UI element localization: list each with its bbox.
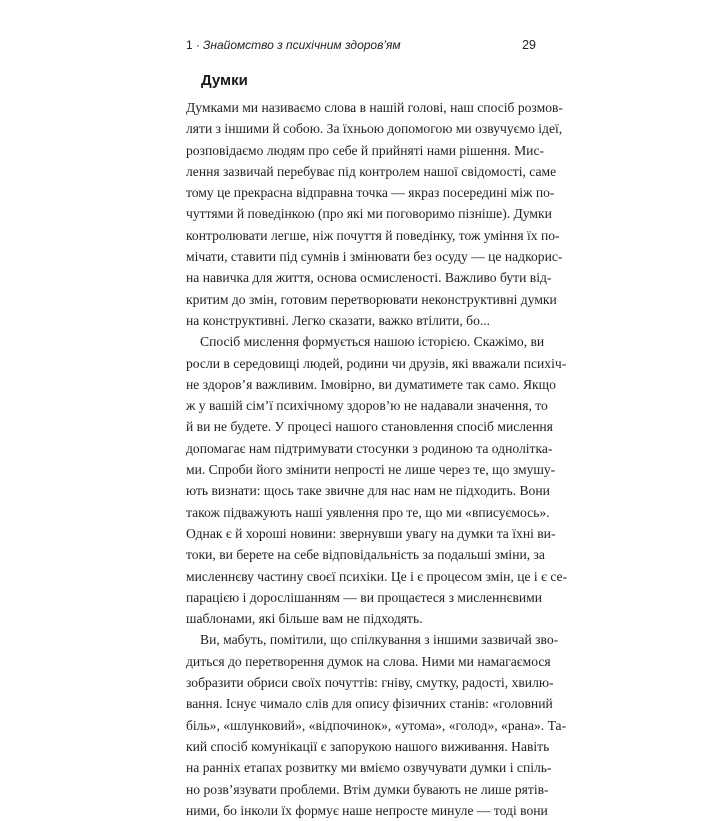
text-line: Думками ми називаємо слова в нашій голові, наш спосіб розмов- <box>186 100 563 115</box>
text-line: також підважують наші уявлення про те, що ми «вписуємось». <box>186 504 550 520</box>
section-heading: Думки <box>201 72 248 89</box>
text-line: чуттями й поведінкою (про які ми поговоримо пізніше). Думки <box>186 206 552 222</box>
text-line: ми. Спроби його змінити непрості не лише через те, що змушу- <box>186 462 556 478</box>
text-line: критим до змін, готовим перетворювати неконструктивні думки <box>186 291 557 307</box>
text-line: росли в середовищі людей, родини чи друзів, які вважали психіч- <box>186 355 567 371</box>
text-line: Спосіб мислення формується нашою історією. Скажімо, ви <box>200 334 545 350</box>
header-separator: · <box>196 38 200 52</box>
text-line: допомагає нам підтримувати стосунки з родиною та однолітка- <box>186 440 553 456</box>
text-line: контролювати легше, ніж почуття й поведінку, тож уміння їх по- <box>186 227 560 243</box>
text-line: ж у вашій сім’ї психічному здоров’ю не надавали значення, то <box>186 398 548 414</box>
text-line: мисленнєву частину своєї психіки. Це і є процесом змін, це і є се- <box>186 568 568 584</box>
text-line: зобразити обриси своїх почуттів: гніву, смутку, радості, хвилю- <box>186 675 554 691</box>
text-line: й ви не будете. У процесі нашого становлення спосіб мислення <box>186 419 553 435</box>
text-line: ними, бо інколи їх формує наше непросте минуле — тоді вони <box>186 802 548 818</box>
text-line: ють визнати: щось таке звичне для нас нам не підходить. Вони <box>186 483 550 499</box>
text-line: Ви, мабуть, помітили, що спілкування з іншими зазвичай зво- <box>200 632 559 648</box>
text-line: вання. Існує чимало слів для опису фізичних станів: «головний <box>186 696 553 712</box>
running-header <box>186 38 536 56</box>
text-line: на конструктивні. Легко сказати, важко втілити, бо... <box>186 312 491 328</box>
text-line: розповідаємо людям про себе й прийняті нами рішення. Мис- <box>186 142 545 158</box>
text-line: лення зазвичай перебуває під контролем нашої свідомості, саме <box>186 163 557 179</box>
text-line: біль», «шлунковий», «відпочинок», «утома», «голод», «рана». Та- <box>186 717 567 733</box>
text-line: парацією і дорослішанням — ви прощаєтеся з мисленнєвими <box>186 589 543 605</box>
text-line: кий спосіб комунікації є запорукою нашого виживання. Навіть <box>186 738 550 754</box>
chapter-number: 1 <box>186 38 193 52</box>
text-line: мічати, ставити під сумнів і змінювати без осуду — це надкорис- <box>186 249 563 265</box>
text-line: шаблонами, які більше вам не підходять. <box>186 611 423 627</box>
text-line: ляти з іншими й собою. За їхньою допомогою ми озвучуємо ідеї, <box>186 121 563 137</box>
text-line: токи, ви берете на себе відповідальність за подальші зміни, за <box>186 547 545 563</box>
body-text <box>186 97 568 821</box>
text-line: на ранніх етапах розвитку ми вміємо озвучувати думки і спіль- <box>186 760 552 776</box>
text-line: тому це прекрасна відправна точка — якраз посередині між по- <box>186 185 555 201</box>
text-line: диться до перетворення думок на слова. Ними ми намагаємося <box>186 653 551 669</box>
text-line: не здоров’я важливим. Імовірно, ви думатимете так само. Якщо <box>186 376 556 392</box>
text-line: на навичка для життя, основа осмисленості. Важливо бути від- <box>186 270 552 286</box>
page-number: 29 <box>522 38 536 52</box>
text-line: но розв’язувати проблеми. Втім думки бувають не лише рятів- <box>186 781 549 797</box>
text-line: Однак є й хороші новини: звернувши увагу на думки та їхні ви- <box>186 525 556 541</box>
chapter-title: Знайомство з психічним здоров’ям <box>203 38 401 52</box>
